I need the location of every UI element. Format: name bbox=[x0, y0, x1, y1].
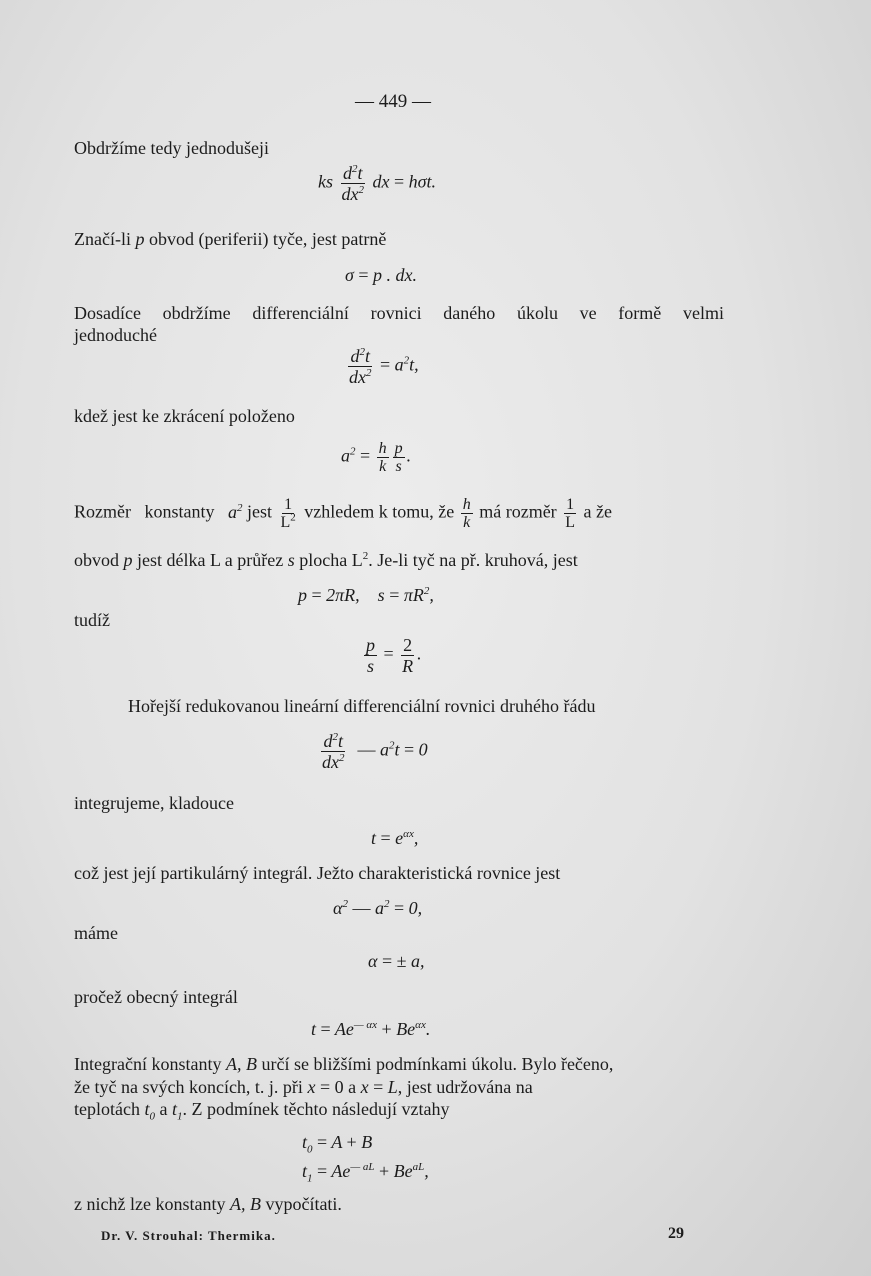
equation-ps: $\frac{p}{s}$ = $\frac{2}{R}$ . bbox=[366, 635, 422, 676]
text-line: integrujeme, kladouce bbox=[74, 793, 234, 813]
equation-p: p = 2πR, $s = \pi R^2$, bbox=[298, 585, 434, 605]
text-line: Obdržíme tedy jednodušeji bbox=[74, 138, 269, 158]
text-line: máme bbox=[74, 923, 118, 943]
text-line: tudíž bbox=[74, 610, 110, 630]
text-line: Značí-li p obvod (periferii) tyče, jest patrně bbox=[74, 229, 387, 249]
text-line: což jest její partikulárný integrál. Ježto charakteristická rovnice jest bbox=[74, 863, 561, 883]
footer-sheet-number: 29 bbox=[668, 1225, 684, 1242]
text-line: obvod p jest délka L a průřez s plocha $L^2$. Je-li tyč na př. kruhová, jest bbox=[74, 550, 578, 570]
equation-t0: $t_0 = A + B$ bbox=[302, 1132, 373, 1156]
text-line: Rozměr konstanty $a^2$ jest $\frac{1}{L^2}$ vzhledem k tomu, že $\frac{h}{k}$ má rozměr $\frac{1}{L}$ a že bbox=[74, 496, 612, 531]
text-line: z nichž lze konstanty A, B vypočítati. bbox=[74, 1194, 342, 1214]
text-line: Hořejší redukovanou lineární differenciální rovnici druhého řádu bbox=[128, 696, 596, 716]
text-line: jednoduché bbox=[74, 325, 157, 345]
equation-general: $t = Ae^{— \alpha x} + Be^{\alpha x}$. bbox=[311, 1019, 431, 1039]
equation-ode: $\frac{d^2t}{dx^2}$ — $a^2t = 0$ bbox=[322, 731, 428, 772]
text-line: pročež obecný integrál bbox=[74, 987, 238, 1007]
equation-t1: $t_1 = Ae^{— aL} + Be^{aL}$, bbox=[302, 1161, 429, 1185]
text-line: že tyč na svých koncích, t. j. při x = 0 a x = L, jest udržována na bbox=[74, 1077, 533, 1097]
equation-a2: $a^2$ = $\frac{h}{k}$ $\frac{p}{s}$ . bbox=[341, 440, 412, 475]
equation-alpha: α = ± a, bbox=[368, 951, 425, 971]
footer-author: Dr. V. Strouhal: Thermika. bbox=[101, 1228, 276, 1243]
text-line: Dosadíce obdržíme differenciální rovnici daného úkolu ve formě velmi bbox=[74, 303, 724, 323]
page-number: — 449 — bbox=[355, 91, 431, 112]
equation-sigma: σ = p . dx. bbox=[345, 265, 418, 285]
text-line: kdež jest ke zkrácení položeno bbox=[74, 406, 295, 426]
equation-char: $\alpha^2$ — $a^2 = 0$, bbox=[333, 898, 423, 918]
equation-d2t: $\frac{d^2t}{dx^2}$ = $a^2t$, bbox=[349, 346, 419, 387]
equation-t: $t = e^{\alpha x}$, bbox=[371, 828, 419, 848]
text-line: teplotách $t_0$ a $t_1$. Z podmínek těchto následují vztahy bbox=[74, 1099, 450, 1123]
equation-ks: ks $\frac{d^2t}{dx^2}$ dx = hσt. bbox=[318, 163, 437, 204]
text-line: Integrační konstanty A, B určí se bližšími podmínkami úkolu. Bylo řečeno, bbox=[74, 1054, 614, 1074]
